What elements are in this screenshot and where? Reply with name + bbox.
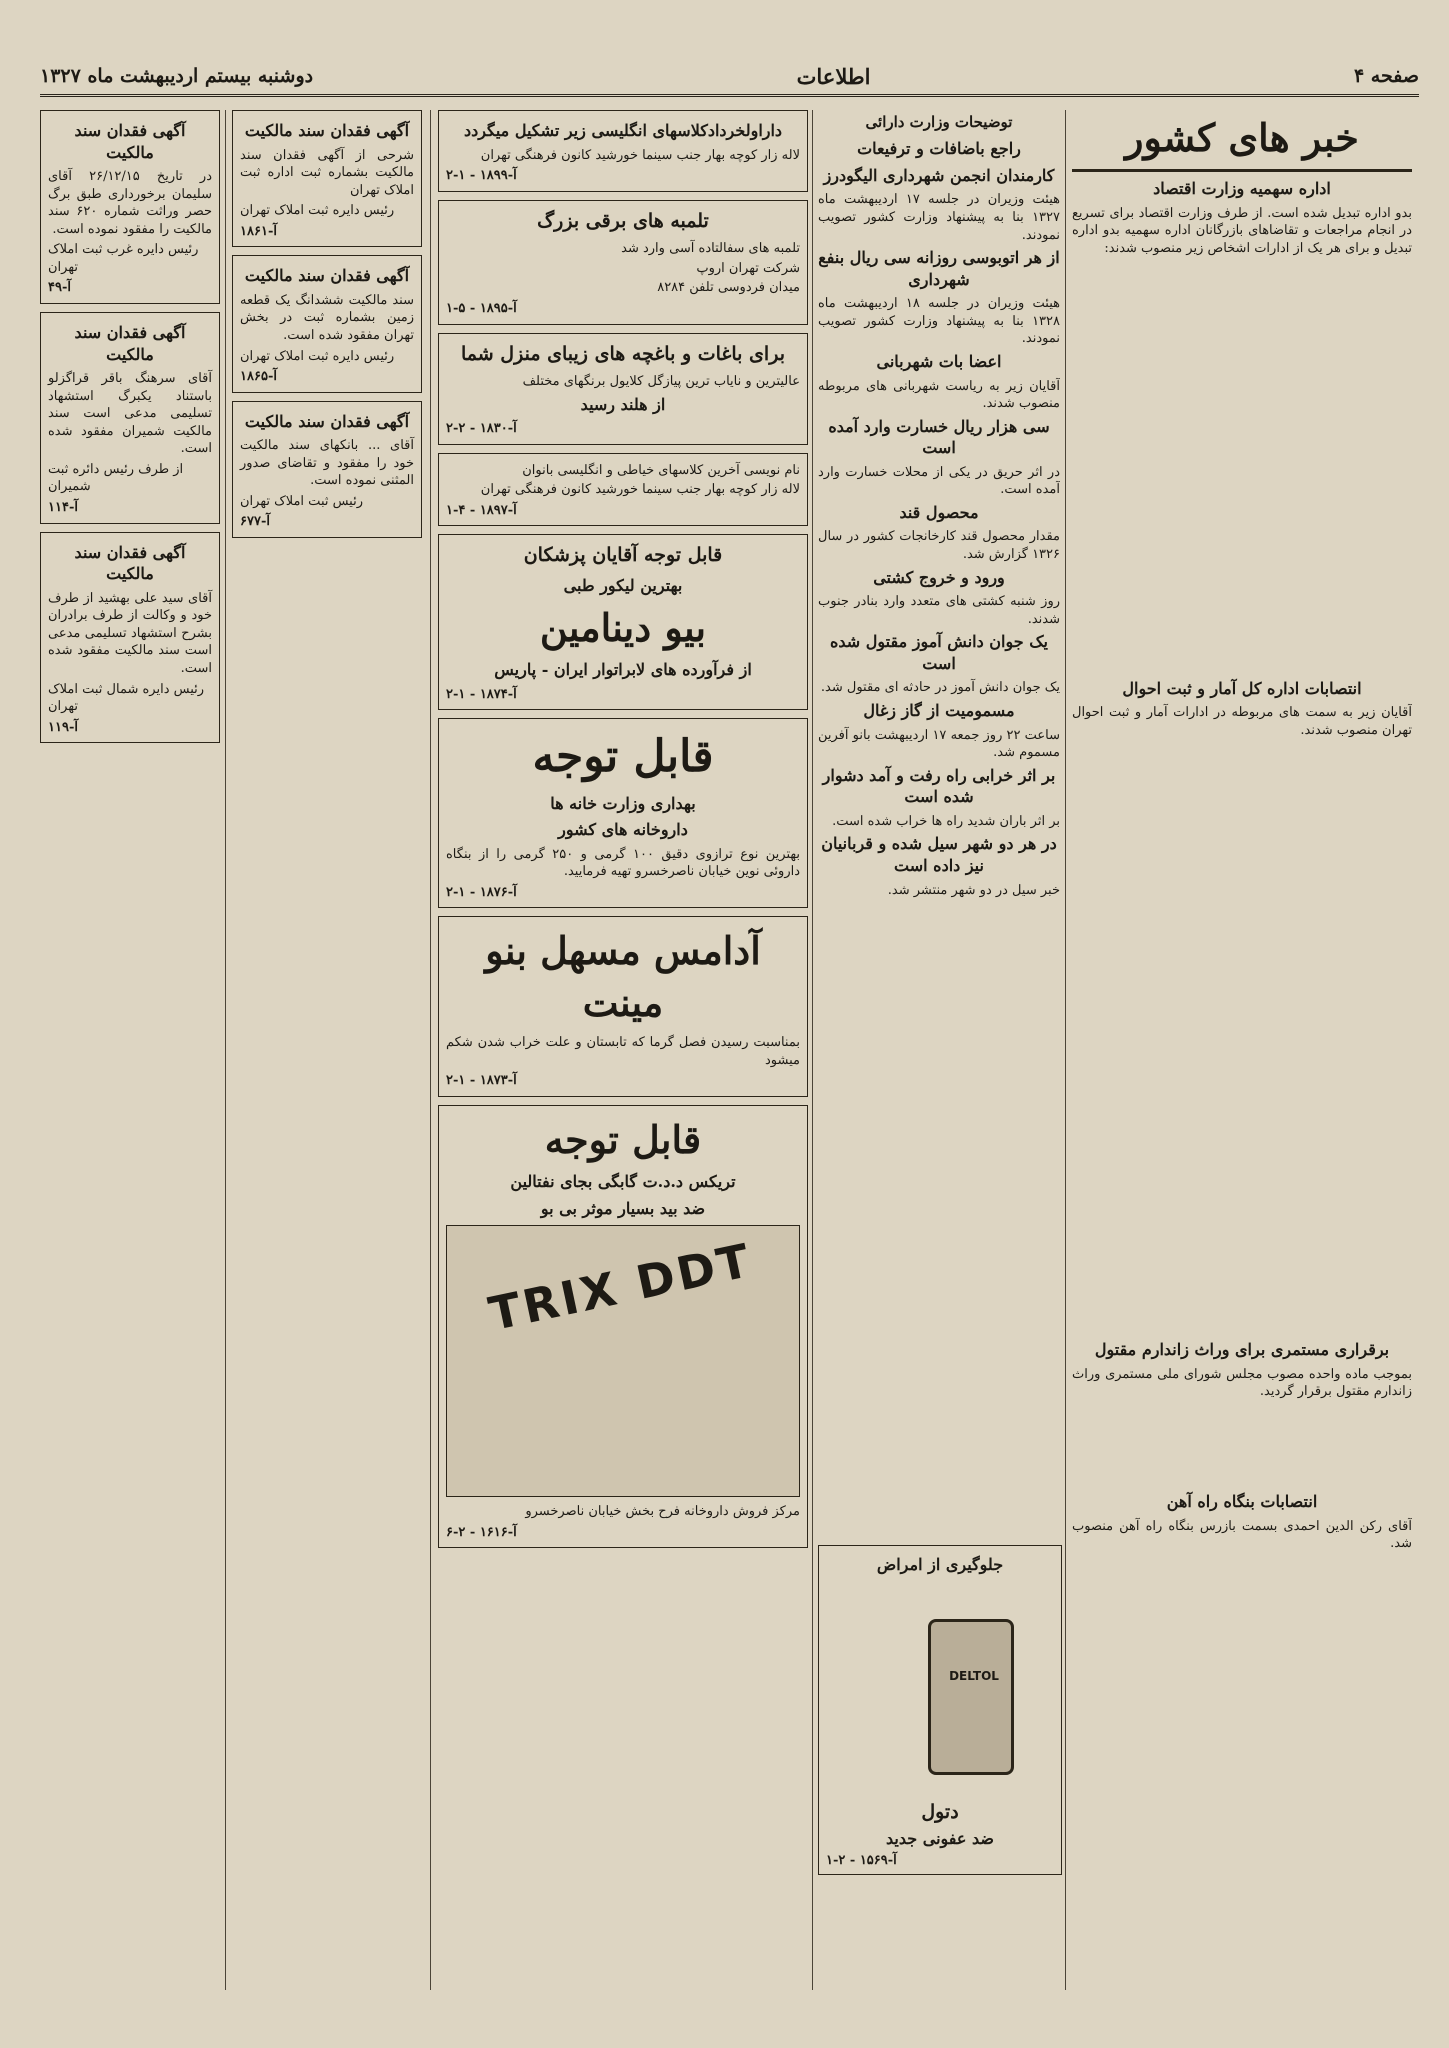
ministry-section bbox=[818, 416, 1060, 499]
notice-body: آقای سرهنگ باقر قراگزلو باستناد یکبرگ استشهاد تسلیمی مدعی است سند مالکیت شمیران مفقود شده است. bbox=[48, 371, 212, 457]
notice-title: آگهی فقدان سند مالکیت bbox=[74, 121, 186, 162]
bottle-icon bbox=[928, 1619, 1014, 1775]
masthead bbox=[40, 58, 1419, 97]
ad-line: لاله زار کوچه بهار جنب سینما خورشید کانون فرهنگی تهران bbox=[480, 482, 800, 498]
trix-brand-text: TRIX DDT bbox=[484, 1232, 757, 1342]
ad-sewing-classes bbox=[438, 453, 808, 527]
ministry-section bbox=[818, 833, 1060, 899]
ad-title: قابل توجه bbox=[544, 1116, 702, 1162]
ministry-section bbox=[818, 631, 1060, 697]
ad-product: دتول bbox=[921, 1801, 959, 1823]
notice-title: آگهی فقدان سند مالکیت bbox=[244, 411, 410, 431]
ministry-heading: بر اثر خرابی راه رفت و آمد دشوار شده است bbox=[822, 765, 1056, 807]
ownership-notice bbox=[40, 312, 220, 524]
notice-signature: رئیس دایره ثبت املاک تهران bbox=[240, 348, 395, 364]
ad-tagline: از فرآورده های لابراتوار ایران - پاریس bbox=[494, 660, 752, 680]
ad-line: ضد عفونی جدید bbox=[886, 1829, 994, 1848]
newspaper-name: اطلاعات bbox=[796, 63, 871, 89]
ownership-notice bbox=[232, 110, 422, 247]
notice-title: آگهی فقدان سند مالکیت bbox=[244, 266, 410, 286]
ad-gladiolus bbox=[438, 333, 808, 445]
ad-subtitle: داروخانه های کشور bbox=[558, 820, 688, 840]
ad-english-classes bbox=[438, 110, 808, 192]
notice-code: آ-۱۸۶۱ bbox=[240, 223, 277, 239]
ad-subtitle: بهترین لیکور طبی bbox=[563, 576, 683, 596]
ministry-subtitle: راجع باضافات و ترفیعات bbox=[857, 139, 1021, 159]
ministry-body: آقایان زیر به ریاست شهربانی های مربوطه منصوب شدند. bbox=[818, 378, 1060, 412]
ad-gum bbox=[438, 916, 808, 1096]
ad-body: بمناسبت رسیدن فصل گرما که تابستان و علت خراب شدن شکم میشود bbox=[446, 1034, 800, 1068]
notice-code: آ-۱۱۴ bbox=[48, 500, 78, 516]
ministry-body: بر اثر باران شدید راه ها خراب شده است. bbox=[832, 813, 1060, 829]
notice-body: سند مالکیت ششدانگ یک قطعه زمین بشماره ثبت در بخش تهران مفقود شده است. bbox=[240, 292, 414, 344]
bottle-label: DELTOL bbox=[949, 1669, 999, 1683]
ministry-section bbox=[818, 567, 1060, 629]
ownership-notice bbox=[232, 255, 422, 392]
ad-body: بهترین نوع ترازوی دقیق ۱۰۰ گرمی و ۲۵۰ گرمی را از بنگاه داروئی نوین خیابان ناصرخسرو تهیه فرمایید. bbox=[446, 846, 800, 880]
ad-code: آ-۱۸۹۷ - ۴-۱ bbox=[446, 502, 517, 518]
ministry-heading: محصول قند bbox=[899, 502, 979, 522]
ownership-column-mid bbox=[232, 110, 422, 2000]
ministry-section bbox=[818, 502, 1060, 564]
ad-code: آ-۱۶۱۶ - ۲-۶ bbox=[446, 1524, 517, 1540]
divider bbox=[1072, 169, 1412, 172]
ministry-body: ساعت ۲۲ روز جمعه ۱۷ اردیبهشت بانو آفرین مسموم شد. bbox=[818, 727, 1060, 761]
notice-signature: از طرف رئیس دائره ثبت شمیران bbox=[48, 461, 184, 495]
column-rule bbox=[1065, 110, 1066, 1990]
notice-body: در تاریخ ۲۶/۱۲/۱۵ آقای سلیمان برخورداری طبق برگ حصر وراثت شماره ۶۲۰ سند مالکیت را مفقود نموده است. bbox=[48, 169, 212, 237]
ad-line: میدان فردوسی تلفن ۸۲۸۴ bbox=[657, 280, 800, 296]
ad-subtitle: بهداری وزارت خانه ها bbox=[550, 793, 696, 813]
news-section bbox=[1072, 178, 1412, 257]
ministry-body: یک جوان دانش آموز در حادثه ای مقتول شد. bbox=[820, 680, 1060, 696]
ministry-body: خبر سیل در دو شهر منتشر شد. bbox=[887, 882, 1060, 898]
ad-code: آ-۱۸۷۳ - ۱-۲ bbox=[446, 1073, 517, 1089]
ad-address: مرکز فروش داروخانه فرح بخش خیابان ناصرخسرو bbox=[525, 1504, 800, 1520]
ministry-section bbox=[818, 351, 1060, 413]
ad-biodynamin bbox=[438, 534, 808, 710]
ministry-heading: سی هزار ریال خسارت وارد آمده است bbox=[828, 416, 1050, 458]
news-title: خبر های کشور bbox=[1125, 115, 1359, 160]
ad-title: تلمبه های برقی بزرگ bbox=[537, 209, 709, 232]
ministry-heading: کارمندان انجمن شهرداری الیگودرز bbox=[823, 165, 1055, 185]
ownership-column-left bbox=[40, 110, 220, 2000]
news-section bbox=[1072, 1339, 1412, 1401]
column-rule bbox=[225, 110, 226, 1990]
ministry-body: هیئت وزیران در جلسه ۱۷ اردیبهشت ماه ۱۳۲۷ بنا به پیشنهاد وزارت کشور تصویب نمودند. bbox=[818, 192, 1060, 243]
ad-pharmacies bbox=[438, 718, 808, 908]
ad-line: نام نویسی آخرین کلاسهای خیاطی و انگلیسی بانوان bbox=[522, 462, 800, 478]
ad-title: قابل توجه bbox=[532, 731, 714, 783]
notice-signature: رئیس دایره غرب ثبت املاک تهران bbox=[48, 242, 199, 275]
ownership-notice bbox=[232, 401, 422, 538]
ad-title: آدامس مسهل بنو مینت bbox=[485, 928, 761, 1025]
ministry-body: در اثر حریق در یکی از محلات خسارت وارد آمده است. bbox=[818, 464, 1060, 498]
trix-illustration bbox=[446, 1225, 800, 1497]
news-section bbox=[1072, 1491, 1412, 1553]
dettol-illustration bbox=[826, 1579, 1054, 1799]
notice-body: آقای سید علی بهشید از طرف خود و وکالت از طرف برادران بشرح استشهاد تسلیمی مدعی است سند مالکیت مفقود شده است. bbox=[48, 590, 212, 676]
column-rule bbox=[812, 110, 813, 1990]
ad-title: قابل توجه آقایان پزشکان bbox=[523, 544, 723, 567]
notice-code: آ-۱۱۹ bbox=[48, 719, 78, 735]
notice-signature: رئیس ثبت املاک تهران bbox=[240, 493, 364, 509]
ad-dettol bbox=[818, 1545, 1062, 1875]
ad-electric-pumps bbox=[438, 200, 808, 325]
notice-body: آقای ... بانکهای سند مالکیت خود را مفقود و تقاضای صدور المثنی نموده است. bbox=[240, 438, 414, 489]
ad-line: تلمبه های سفالتاده آسی وارد شد bbox=[621, 241, 800, 257]
ministry-section bbox=[818, 165, 1060, 244]
ministry-heading: اعضا بات شهربانی bbox=[876, 351, 1002, 371]
ministry-body: روز شنبه کشتی های متعدد وارد بنادر جنوب شدند. bbox=[818, 594, 1060, 627]
ad-line: عالیترین و نایاب ترین پیازگل کلایول برنگهای مختلف bbox=[522, 374, 800, 390]
news-heading: انتصابات بنگاه راه آهن bbox=[1166, 1491, 1318, 1511]
ministry-section bbox=[818, 247, 1060, 348]
ministry-heading: از هر اتوبوسی روزانه سی ریال بنفع شهرداری bbox=[818, 248, 1060, 289]
ad-title: برای باغات و باغچه های زیبای منزل شما bbox=[461, 342, 785, 365]
news-heading: انتصابات اداره کل آمار و ثبت احوال bbox=[1122, 678, 1362, 698]
news-column bbox=[1072, 110, 1412, 2000]
notice-title: آگهی فقدان سند مالکیت bbox=[244, 121, 410, 140]
ad-line: لاله زار کوچه بهار جنب سینما خورشید کانون فرهنگی تهران bbox=[480, 147, 800, 163]
news-heading: برقراری مستمری برای وراث زاندارم مقتول bbox=[1094, 1340, 1390, 1360]
ministry-section bbox=[818, 765, 1060, 831]
notice-title: آگهی فقدان سند مالکیت bbox=[74, 542, 186, 584]
ministry-body: هیئت وزیران در جلسه ۱۸ اردیبهشت ماه ۱۳۲۸ بنا به پیشنهاد وزارت کشور تصویب نمودند. bbox=[818, 296, 1060, 347]
ad-code: آ-۱۸۷۴ - ۱-۲ bbox=[446, 686, 517, 702]
ad-title: جلوگیری از امراض bbox=[876, 1555, 1004, 1574]
ministry-heading: در هر دو شهر سیل شده و قربانیان نیز داده است bbox=[821, 834, 1057, 875]
ad-line: از هلند رسید bbox=[580, 394, 666, 414]
notice-body: شرحی از آگهی فقدان سند مالکیت بشماره ثبت اداره ثبت املاک تهران bbox=[240, 147, 414, 198]
news-body: آقایان زیر به سمت های مربوطه در ادارات آمار و ثبت احوال تهران منصوب شدند. bbox=[1072, 705, 1412, 738]
issue-date: دوشنبه بیستم اردیبهشت ماه ۱۳۲۷ bbox=[40, 65, 314, 87]
ministry-heading: ورود و خروج کشتی bbox=[873, 567, 1005, 587]
ministry-title: توضیحات وزارت دارائی bbox=[865, 113, 1013, 131]
ads-column bbox=[438, 110, 808, 2000]
ad-product: بیو دینامین bbox=[539, 604, 707, 650]
ministry-heading: یک جوان دانش آموز مقتول شده است bbox=[830, 632, 1048, 673]
notice-title: آگهی فقدان سند مالکیت bbox=[74, 323, 186, 364]
ad-code: آ-۱۸۷۶ - ۱-۲ bbox=[446, 884, 517, 900]
news-body: آقای رکن الدین احمدی بسمت بازرس بنگاه راه آهن منصوب شد. bbox=[1072, 1518, 1412, 1552]
notice-code: آ-۶۷۷ bbox=[240, 514, 270, 530]
news-section bbox=[1072, 678, 1412, 740]
news-body: بموجب ماده واحده مصوب مجلس شورای ملی مستمری وراث زاندارم مقتول برقرار گردید. bbox=[1072, 1366, 1412, 1400]
notice-code: آ-۴۹ bbox=[48, 280, 71, 296]
ad-code: آ-۱۸۹۵ - ۵-۱ bbox=[446, 300, 517, 316]
ad-code: آ-۱۵۶۹ - ۲-۱ bbox=[826, 1853, 897, 1868]
column-rule bbox=[430, 110, 431, 1990]
notice-signature: رئیس دایره ثبت املاک تهران bbox=[240, 203, 395, 219]
ministry-section bbox=[818, 700, 1060, 762]
ownership-notice bbox=[40, 532, 220, 744]
ad-line: داراولخردادکلاسهای انگلیسی زیر تشکیل میگردد bbox=[463, 121, 783, 140]
page-number: صفحه ۴ bbox=[1353, 65, 1419, 87]
ad-line: شرکت تهران اروپ bbox=[696, 260, 800, 276]
news-heading: اداره سهمیه وزارت اقتصاد bbox=[1153, 179, 1331, 199]
ad-trix-ddt bbox=[438, 1105, 808, 1549]
ministry-body: مقدار محصول قند کارخانجات کشور در سال ۱۳۲۶ گزارش شد. bbox=[818, 529, 1060, 563]
notice-signature: رئیس دایره شمال ثبت املاک تهران bbox=[48, 681, 205, 715]
ad-subtitle: تریکس د.د.ت گابگی بجای نفتالین bbox=[510, 1171, 736, 1191]
ad-code: آ-۱۸۳۰ - ۲-۲ bbox=[446, 421, 517, 437]
news-body: بدو اداره تبدیل شده است. از طرف وزارت اقتصاد برای تسریع در انجام مراجعات و تقاضاهای بازرگانان اداره سهمیه بدو اداره تبدیل و برای هر یک از ادارات اشخاص زیر منصوب شدند: bbox=[1072, 205, 1412, 256]
ownership-notice bbox=[40, 110, 220, 304]
ad-code: آ-۱۸۹۹ - ۱-۲ bbox=[446, 168, 517, 184]
notice-code: آ-۱۸۶۵ bbox=[240, 369, 277, 385]
ad-subtitle: ضد بید بسیار موثر بی بو bbox=[540, 1198, 706, 1218]
ministry-heading: مسمومیت از گاز زغال bbox=[863, 700, 1015, 720]
